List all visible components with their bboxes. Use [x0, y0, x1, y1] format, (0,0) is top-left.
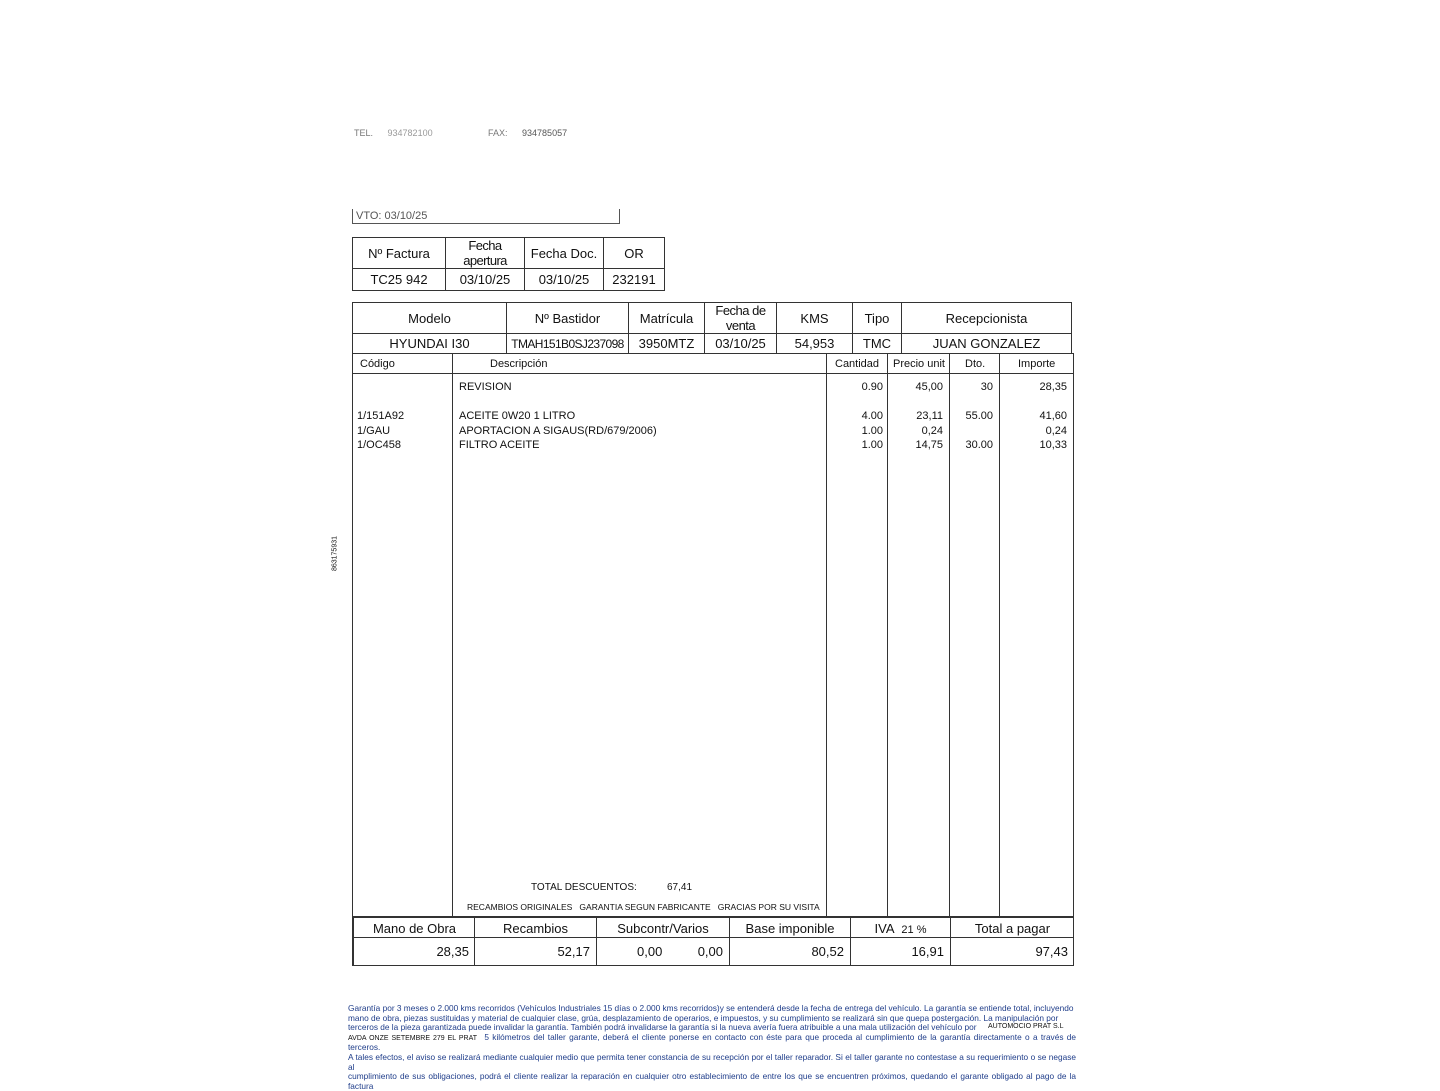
- plate-header: Matrícula: [629, 303, 705, 334]
- kms-value: 54,953: [777, 334, 853, 354]
- company-address: AVDA ONZE SETEMBRE 279 EL PRAT: [348, 1034, 478, 1042]
- discount-header: Dto.: [965, 358, 986, 370]
- parts-label: Recambios: [502, 921, 569, 936]
- amount-header: Importe: [1018, 358, 1056, 370]
- invoice-number-header: Nº Factura: [353, 238, 446, 269]
- invoice-note: RECAMBIOS ORIGINALES GARANTIA SEGUN FABRICANTE GRACIAS POR SU VISITA: [467, 902, 820, 912]
- table-row: [353, 381, 1073, 395]
- model-header: Modelo: [353, 303, 507, 334]
- opening-date-header: Fecha apertura: [446, 238, 525, 269]
- chassis-header: Nº Bastidor: [507, 303, 629, 334]
- row-description: REVISION: [459, 381, 512, 393]
- vehicle-table: [352, 302, 1072, 354]
- invoice-header-row: [353, 238, 665, 269]
- table-row: [353, 439, 1073, 453]
- row-quantity: 0.90: [861, 381, 883, 393]
- row-description: APORTACION A SIGAUS(RD/679/2006): [459, 425, 657, 437]
- total-discounts-value: 67,41: [667, 882, 693, 893]
- total-value: 97,43: [1035, 944, 1068, 959]
- row-quantity: 4.00: [861, 410, 883, 422]
- row-unit-price: 14,75: [915, 439, 943, 451]
- subcontract-value: 0,00: [637, 944, 663, 959]
- fax-value: 934785057: [522, 128, 568, 138]
- vat-label: IVA 21 %: [874, 921, 927, 936]
- parts-value: 52,17: [557, 944, 590, 959]
- type-header: Tipo: [853, 303, 902, 334]
- kms-header: KMS: [777, 303, 853, 334]
- receptionist-header: Recepcionista: [902, 303, 1072, 334]
- labor-value: 28,35: [436, 944, 469, 959]
- row-quantity: 1.00: [861, 439, 883, 451]
- doc-date-header: Fecha Doc.: [525, 238, 604, 269]
- vto-box: [352, 209, 620, 224]
- invoice-lines: [352, 353, 1074, 918]
- vehicle-header-row: [353, 303, 1072, 334]
- vehicle-value-row: [353, 334, 1072, 354]
- row-description: ACEITE 0W20 1 LITRO: [459, 410, 576, 422]
- model-value: HYUNDAI I30: [353, 334, 507, 354]
- vat-cell: [850, 917, 950, 965]
- description-header: Descripción: [490, 358, 548, 370]
- row-unit-price: 0,24: [921, 425, 943, 437]
- row-code: 1/OC458: [357, 439, 402, 451]
- total-label: Total a pagar: [974, 921, 1051, 936]
- table-row: [353, 410, 1073, 424]
- receptionist-value: JUAN GONZALEZ: [902, 334, 1072, 354]
- opening-date: 03/10/25: [446, 269, 525, 291]
- row-description: FILTRO ACEITE: [459, 439, 540, 451]
- or-number: 232191: [604, 269, 665, 291]
- row-amount: 10,33: [1039, 439, 1067, 451]
- or-header: OR: [604, 238, 665, 269]
- unit-price-header: Precio unit: [893, 358, 945, 370]
- taxable-base-cell: [729, 917, 850, 965]
- taxable-base-label: Base imponible: [745, 921, 835, 936]
- row-discount: 30: [980, 381, 993, 393]
- type-value: TMC: [853, 334, 902, 354]
- sale-date-header: Fecha de venta: [705, 303, 777, 334]
- row-discount: 55.00: [965, 410, 993, 422]
- warranty-text: Garantía por 3 meses o 2.000 kms recorridos (Vehículos Industriales 15 días o 2.000 kms recorridos)y se entenderá desde la fecha de entrega del vehículo. La garantía se entiende total, incluyendo mano de obra, piezas sustituidas y material de cualquier clase, grúa, desplazamiento de operarios, e impuestos, y su cumplimiento se realizará sin que quepa postergación. La manipulación por terceros de la pieza garantizada puede invalidar la garantía. También podrá invalidarse la garantía si la nueva avería fuera atribuible a una mala utilización del vehículo por AUTOMOCIO PRAT S.L AVDA ONZE SETEMBRE 279 EL PRAT 5 kilómetros del taller garante, deberá el cliente ponerse en contacto con éste para que proceda al cumplimiento de la garantía directamente o a través de terceros. A tales efectos, el aviso se realizará mediante cualquier medio que permita tener constancia de su recepción por el taller reparador. Si el taller garante no contestase a su requerimiento o se negase al cumplimiento de sus obligaciones, podrá el cliente realizar la reparación en cualquier otro establecimiento de entre los que se encuentren próximos, quedando el garante obligado al pago de la factura: [348, 1003, 1077, 1091]
- labor-label: Mano de Obra: [372, 921, 457, 936]
- taxable-base-value: 80,52: [811, 944, 844, 959]
- code-header: Código: [360, 358, 395, 370]
- row-code: 1/GAU: [357, 425, 391, 437]
- phone-label: TEL. 934782100: [354, 128, 433, 138]
- chassis-value: TMAH151B0SJ237098: [507, 334, 629, 354]
- invoice-value-row: [353, 269, 665, 291]
- row-amount: 41,60: [1039, 410, 1067, 422]
- total-discounts-label: TOTAL DESCUENTOS:: [531, 882, 637, 893]
- row-amount: 0,24: [1045, 425, 1067, 437]
- plate-value: 3950MTZ: [629, 334, 705, 354]
- total-cell: [950, 917, 1074, 965]
- invoice-number: TC25 942: [353, 269, 446, 291]
- side-code: 863175931: [331, 535, 339, 572]
- vto-date: VTO: 03/10/25: [356, 210, 428, 222]
- totals-box: [352, 916, 1074, 966]
- company-name: AUTOMOCIO PRAT S.L: [988, 1023, 1064, 1031]
- table-row: [353, 425, 1073, 439]
- sale-date-value: 03/10/25: [705, 334, 777, 354]
- doc-date: 03/10/25: [525, 269, 604, 291]
- various-value: 0,00: [697, 944, 723, 959]
- row-unit-price: 45,00: [915, 381, 943, 393]
- vat-rate: 21 %: [901, 924, 927, 936]
- header-divider: [353, 373, 1073, 374]
- invoice-table: [352, 237, 665, 291]
- subcontract-label: Subcontr/Varios: [617, 921, 709, 936]
- labor-cell: [353, 917, 475, 965]
- vat-value: 16,91: [911, 944, 944, 959]
- row-discount: 30.00: [965, 439, 993, 451]
- subcontract-cell: [596, 917, 729, 965]
- fax-label: FAX: 934785057: [488, 128, 568, 138]
- row-unit-price: 23,11: [916, 410, 943, 422]
- quantity-header: Cantidad: [835, 358, 880, 370]
- parts-cell: [474, 917, 596, 965]
- phone-value: 934782100: [387, 128, 433, 138]
- row-quantity: 1.00: [861, 425, 883, 437]
- row-code: 1/151A92: [357, 410, 405, 422]
- row-amount: 28,35: [1039, 381, 1067, 393]
